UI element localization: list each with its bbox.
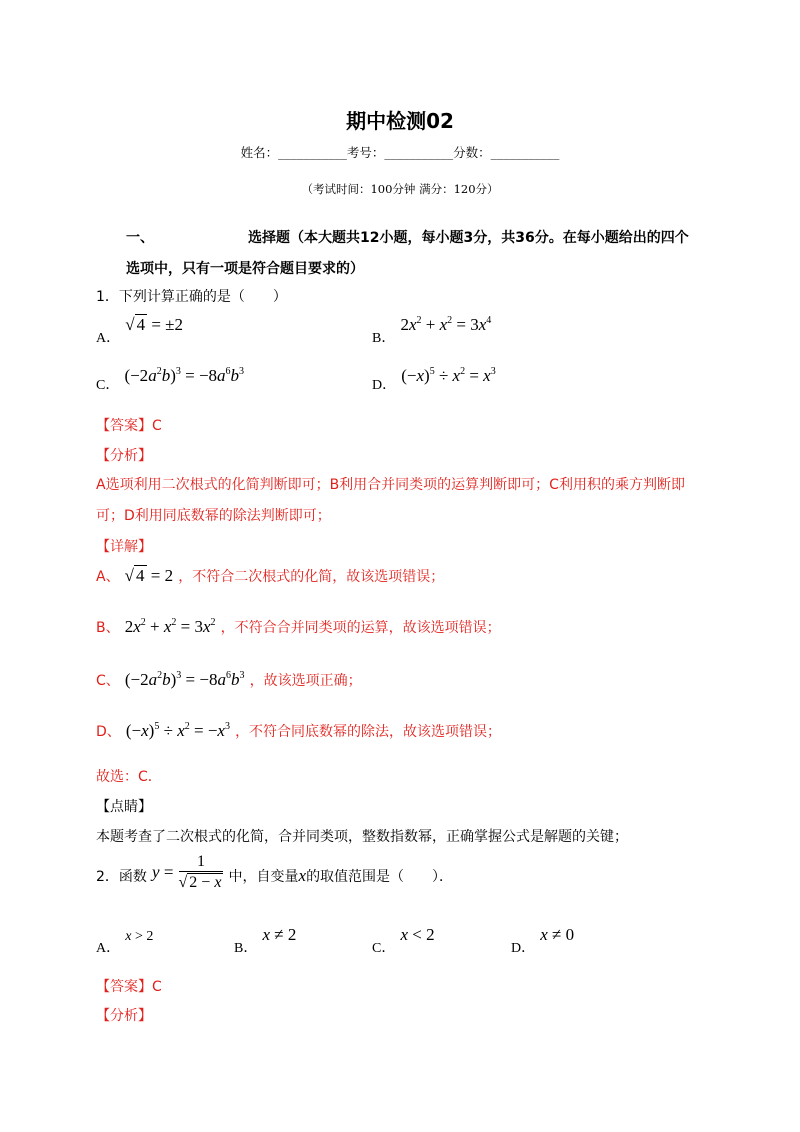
q1-detail-a-label: A、 (96, 569, 120, 585)
q1-comment-tag: 【点睛】 (96, 799, 152, 815)
q1-option-d-formula: $(-x)^5 \div x^2 = x^3$ (401, 366, 496, 385)
q2-option-c-label: C． (372, 941, 396, 956)
q2-option-d-label: D． (511, 941, 536, 956)
q1-detail-b (96, 617, 501, 637)
q2-option-b-formula: x ≠ 2 (262, 925, 297, 944)
q1-detail-d (96, 721, 501, 741)
q1-detail-c-formula: $(-2a^2b)^3 = -8a^6b^3$ (124, 670, 245, 689)
section-heading-line1: 选择题（本大题共12小题，每小题3分，共36分。在每小题给出的四个 (248, 230, 689, 246)
q2-function-lhs: y = (152, 862, 174, 882)
q2-option-c-formula: x < 2 (400, 925, 435, 944)
q1-detail-d-text: ，不符合同底数幂的除法，故该选项错误； (235, 724, 502, 740)
q1-analysis-line1: A选项利用二次根式的化简判断即可；B利用合并同类项的运算判断即可；C利用积的乘方判断即 (96, 477, 685, 493)
q1-option-c-label: C． (96, 378, 120, 393)
q2-stem-variable: x (298, 866, 307, 885)
q1-option-d (372, 366, 496, 393)
q1-answer-value: C (152, 418, 162, 434)
q1-option-b (372, 315, 492, 346)
q1-detail-c-text: ，故该选项正确； (249, 673, 362, 689)
q1-option-a (96, 315, 183, 346)
q1-detail-c-label: C、 (96, 673, 120, 689)
q2-stem-end: 的取值范围是（ ）． (306, 869, 454, 885)
q2-option-a-label: A． (96, 941, 121, 956)
section-heading-line2: 选项中，只有一项是符合题目要求的） (126, 261, 364, 277)
q1-option-a-label: A． (96, 331, 121, 346)
q1-option-b-label: B． (372, 331, 396, 346)
q2-option-d (511, 925, 575, 956)
q1-analysis-tag: 【分析】 (96, 448, 152, 464)
q1-option-a-formula: √ 4 = ±2 (125, 315, 183, 334)
q1-option-b-formula: $2x^2 + x^2 = 3x^4$ (400, 315, 492, 334)
q1-option-d-label: D． (372, 378, 397, 393)
q2-option-b-label: B． (234, 941, 258, 956)
q1-option-c (96, 366, 245, 393)
q1-detail-b-label: B、 (96, 620, 120, 636)
q1-stem: 1．下列计算正确的是（ ） (96, 289, 287, 305)
q2-function-fraction: $\frac{1}{√ 2 - x}$ (178, 853, 222, 891)
q1-comment: 本题考查了二次根式的化简，合并同类项，整数指数幂，正确掌握公式是解题的关键； (96, 829, 628, 845)
q2-option-d-formula: x ≠ 0 (540, 925, 575, 944)
q1-detail-b-formula: $2x^2 + x^2 = 3x^2$ (124, 617, 216, 636)
q2-option-a (96, 925, 154, 956)
q1-detail-a-formula: √ 4 = 2 (124, 566, 174, 585)
q2-stem-post: 中，自变量 (228, 869, 299, 885)
q1-answer (96, 415, 162, 435)
q1-detail-c (96, 670, 362, 690)
q2-analysis-tag: 【分析】 (96, 1008, 152, 1024)
page-title: 期中检测02 (346, 109, 454, 133)
q1-detail-tag: 【详解】 (96, 539, 152, 555)
q1-detail-d-label: D、 (96, 724, 121, 740)
q2-option-c (372, 925, 435, 956)
q1-conclusion: 故选：C． (96, 769, 162, 785)
q2-stem-pre: 2．函数 (96, 869, 147, 885)
q2-answer-value: C (152, 979, 162, 995)
q1-answer-tag: 【答案】 (96, 418, 152, 434)
q1-option-c-formula: $(-2a^2b)^3 = -8a^6b^3$ (124, 366, 245, 385)
q1-detail-a-text: ，不符合二次根式的化简，故该选项错误； (178, 569, 445, 585)
q1-detail-b-text: ，不符合合并同类项的运算，故该选项错误； (220, 620, 501, 636)
q2-answer (96, 976, 162, 996)
q1-analysis-line2: 可；D利用同底数幂的除法判断即可； (96, 508, 331, 524)
section-number: 一、 (126, 230, 154, 246)
exam-timing: （考试时间：100分钟 满分：120分） (301, 182, 499, 196)
q2-stem (96, 853, 453, 892)
q2-option-b (234, 925, 297, 956)
student-info-line: 姓名：___________考号：___________分数：___________ (240, 145, 560, 160)
q1-detail-a (96, 566, 444, 586)
q2-answer-tag: 【答案】 (96, 979, 152, 995)
q2-option-a-formula: x > 2 (125, 929, 154, 944)
q1-detail-d-formula: $(-x)^5 \div x^2 = -x^3$ (125, 721, 230, 740)
